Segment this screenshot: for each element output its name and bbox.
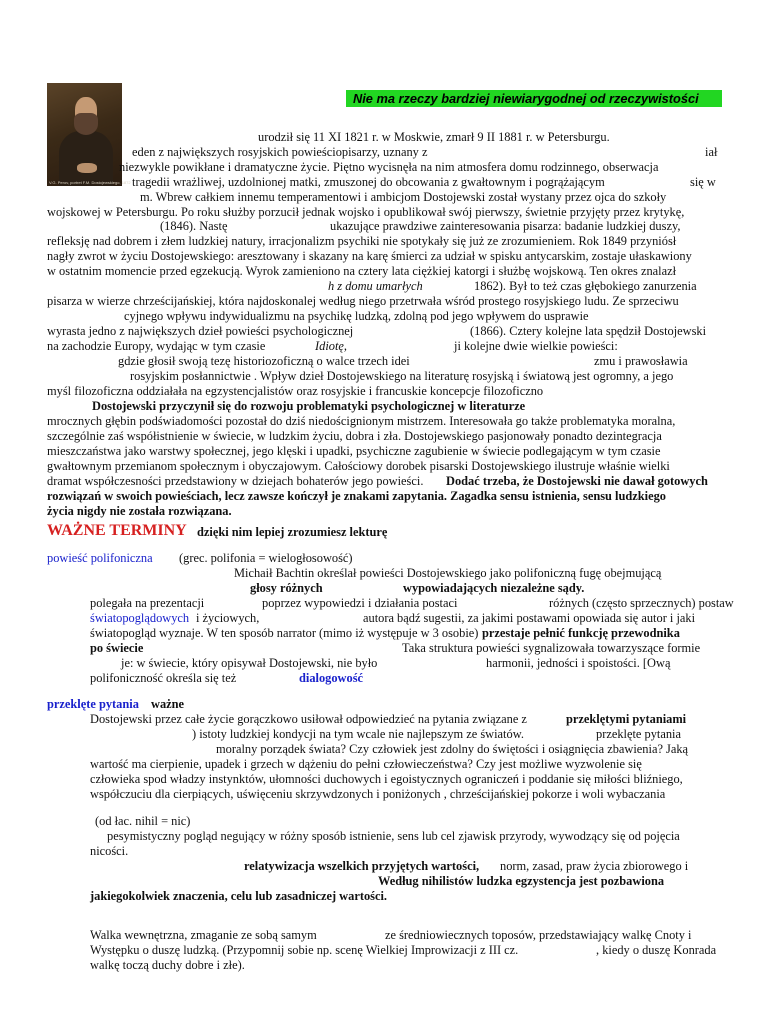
portrait-caption: V.G. Perov, portret F.M. Dostojewskiego, 1872 [49, 180, 131, 185]
term-text: Dostojewski przez całe życie gorączkowo usiłował odpowiedzieć na pytania związane z [90, 712, 527, 726]
bio-line: dramat współczesności przedstawiony w dziejach bohaterów jego powieści. [47, 474, 424, 488]
term-text: polegała na prezentacji [90, 596, 205, 610]
bio-line: na zachodzie Europy, wydając w tym czasie [47, 339, 266, 353]
bio-line: rozwiązań w swoich powieściach, lecz zawsze kończył je znakami zapytania. Zagadka sensu istnienia, sensu ludzkiego [47, 489, 666, 503]
bio-line: ukazujące prawdziwe zainteresowania pisarza: badanie ludzkiej duszy, [330, 219, 681, 233]
term-text: ) istoty ludzkiej kondycji na tym wcale nie najlepszym ze światów. [192, 727, 524, 741]
bio-line: refleksję nad dobrem i złem ludzkiej natury, irracjonalizm psychiki nie spotykały się już ze zrozumieniem. Rok 1849 przyniósł [47, 234, 677, 248]
bio-line: m. Wbrew całkiem innemu temperamentowi i ambicjom Dostojewski został wystany przez ojca do szkoły [140, 190, 667, 204]
term-text: jakiegokolwiek znaczenia, celu lub zasadniczej wartości. [90, 889, 388, 903]
term-etymology: (grec. polifonia = wielogłosowość) [179, 551, 353, 565]
term-text: Taka struktura powieści sygnalizowała towarzyszące formie [402, 641, 701, 655]
term-text: Michaił Bachtin określał powieści Dostojewskiego jako polifoniczną fugę obejmującą [234, 566, 662, 580]
term-text: norm, zasad, praw życia zbiorowego i [500, 859, 689, 873]
term-text: światopogląd wyznaje. W ten sposób narrator (mimo iż występuje w 3 osobie) [90, 626, 479, 640]
bio-line: cyjnego wpływu indywidualizmu na psychikę ludzką, zdolną pod jego wpływem do usprawie [124, 309, 589, 323]
term-text: po świecie [90, 641, 144, 655]
term-text: i życiowych, [196, 611, 260, 625]
term-text: głosy różnych [250, 581, 323, 595]
terms-subheading: dzięki nim lepiej zrozumiesz lekturę [197, 525, 388, 539]
bio-line: wyrasta jedno z największych dzieł powieści psychologicznej [47, 324, 354, 338]
bio-line: w ostatnim momencie przed egzekucją. Wyrok zamieniono na cztery lata ciężkiej katorgi i służbę wojskową. Ten okres znalazł [47, 264, 677, 278]
term-text: przeklęte pytania [596, 727, 681, 741]
dostoevsky-portrait [47, 83, 131, 186]
bio-line: Dostojewski przyczynił się do rozwoju problematyki psychologicznej w literaturze [92, 399, 526, 413]
term-text: wypowiadających niezależne sądy. [403, 581, 585, 595]
bio-line: niezwykle powikłane i dramatyczne życie. Piętno wycisnęła na nim atmosfera domu rodzinnego, obserwacja [119, 160, 659, 174]
term-text: współczuciu dla cierpiących, uświęceniu skrzywdzonych i poniżonych , chrześcijańskiej pokorze i woli wybaczania [90, 787, 666, 801]
bio-line: życia nigdy nie została rozwiązana. [47, 504, 232, 518]
bio-line: urodził się 11 XI 1821 r. w Moskwie, zmarł 9 II 1881 r. w Petersburgu. [258, 130, 610, 144]
terms-heading: WAŻNE TERMINY [47, 522, 187, 539]
term-text: różnych (często sprzecznych) postaw [549, 596, 734, 610]
bio-line: mrocznych głębin podświadomości pozostał do dziś niedoścignionym mistrzem. Interesowała go także problematyka moralna, [47, 414, 676, 428]
term-text: autora bądź sugestii, za jakimi postawami opowiada się autor i jaki [363, 611, 696, 625]
term-text: walkę toczą duchy dobre i złe). [90, 958, 245, 972]
term-etymology: (od łac. nihil = nic) [95, 814, 191, 828]
term-text: przestaje pełnić funkcję przewodnika [482, 626, 680, 640]
motto-banner: Nie ma rzeczy bardziej niewiarygodnej od rzeczywistości [346, 90, 722, 107]
bio-line: wojskowej w Petersburgu. Po roku służby porzucił jednak wojsko i opublikował swój pierwszy, świetnie przyjęty przez krytykę, [47, 205, 685, 219]
term-text: pesymistyczny pogląd negujący w różny sposób istnienie, sens lub cel zjawisk przyrody, wywodzący się od pojęcia [107, 829, 680, 843]
bio-line: zmu i prawosławia [594, 354, 688, 368]
bio-line: (1846). Nastę [160, 219, 228, 233]
bio-line: pisarza w wierze chrześcijańskiej, która najdoskonalej według niego przetrwała wśród prostego rosyjskiego ludu. Ze sprzeciwu [47, 294, 679, 308]
term-text: Według nihilistów ludzka egzystencja jest pozbawiona [378, 874, 665, 888]
bio-line: się w [690, 175, 716, 189]
term-text: Występku o duszę ludzką. (Przypomnij sobie np. scenę Wielkiej Improwizacji z III cz. [90, 943, 519, 957]
book-title: h z domu umarłych [328, 279, 423, 293]
term-text: polifoniczność określa się też [90, 671, 237, 685]
bio-line: mieszczaństwa jako warstwy społecznej, jego klęski i upadki, psychiczne zagubienie w świecie podlegającym w tym czasie [47, 444, 661, 458]
bio-line: (1866). Cztery kolejne lata spędził Dostojewski [470, 324, 707, 338]
bio-line: eden z największych rosyjskich powieściopisarzy, uznany z [132, 145, 428, 159]
bio-line: tragedii wrażliwej, uzdolnionej matki, zmuszonej do obcowania z gwałtownym i pogrążającym [132, 175, 605, 189]
bio-line: nagły zwrot w życiu Dostojewskiego: aresztowany i skazany na karę śmierci za udział w spisku antycarskim, zostaje ułaskawiony [47, 249, 692, 263]
term-text: harmonii, jedności i spoistości. [Ową [486, 656, 671, 670]
bio-line: gdzie głosił swoją tezę historiozoficzną o walce trzech idei [118, 354, 410, 368]
term-text: je: w świecie, który opisywał Dostojewski, nie było [121, 656, 378, 670]
bio-line: myśl filozoficzna oddziałała na egzystencjalistów oraz rosyjskie i francuskie koncepcje filozoficzno [47, 384, 544, 398]
term-text: Walka wewnętrzna, zmaganie ze sobą samym [90, 928, 317, 942]
term-text: poprzez wypowiedzi i działania postaci [262, 596, 458, 610]
term-cursed-questions: przeklęte pytania [47, 697, 139, 711]
bio-line: szczególnie zaś współistnienie w świecie, w ludzkim życiu, dobra i zła. Dostojewskiego pasjonowały ponadto dezintegracja [47, 429, 662, 443]
term-text: ze średniowiecznych toposów, przedstawiający walkę Cnoty i [385, 928, 692, 942]
term-text: człowieka spod władzy instynktów, ułomności duchowych i egoistycznych ograniczeń i poddanie się miłości bliźniego, [90, 772, 683, 786]
book-title: Idiotę, [315, 339, 347, 353]
term-text: przeklętymi pytaniami [566, 712, 687, 726]
term-text: nicości. [90, 844, 129, 858]
bio-line: 1862). Był to też czas głębokiego zanurzenia [474, 279, 697, 293]
term-text: światopoglądowych [90, 611, 190, 625]
bio-line: ji kolejne dwie wielkie powieści: [454, 339, 618, 353]
term-text: relatywizacja wszelkich przyjętych wartości, [244, 859, 480, 873]
term-text: wartość ma cierpienie, upadek i grzech w dążeniu do pełni człowieczeństwa? Czy jest możliwe wyzwolenie się [90, 757, 642, 771]
term-importance-tag: ważne [151, 697, 185, 711]
term-text: , kiedy o duszę Konrada [596, 943, 717, 957]
bio-line: rosyjskim posłannictwie . Wpływ dzieł Dostojewskiego na literaturę rosyjską i światową jest ogromny, a jego [130, 369, 674, 383]
bio-line: Dodać trzeba, że Dostojewski nie dawał gotowych [446, 474, 708, 488]
term-text: dialogowość [299, 671, 364, 685]
bio-line: iał [705, 145, 718, 159]
bio-line: gwałtownym przemianom społecznym i obyczajowym. Całościowy dorobek pisarski Dostojewskiego ilustruje właśnie wielki [47, 459, 670, 473]
term-text: moralny porządek świata? Czy człowiek jest zdolny do świętości i osiągnięcia zbawienia? Jaką [216, 742, 689, 756]
term-polyphonic: powieść polifoniczna [47, 551, 153, 565]
